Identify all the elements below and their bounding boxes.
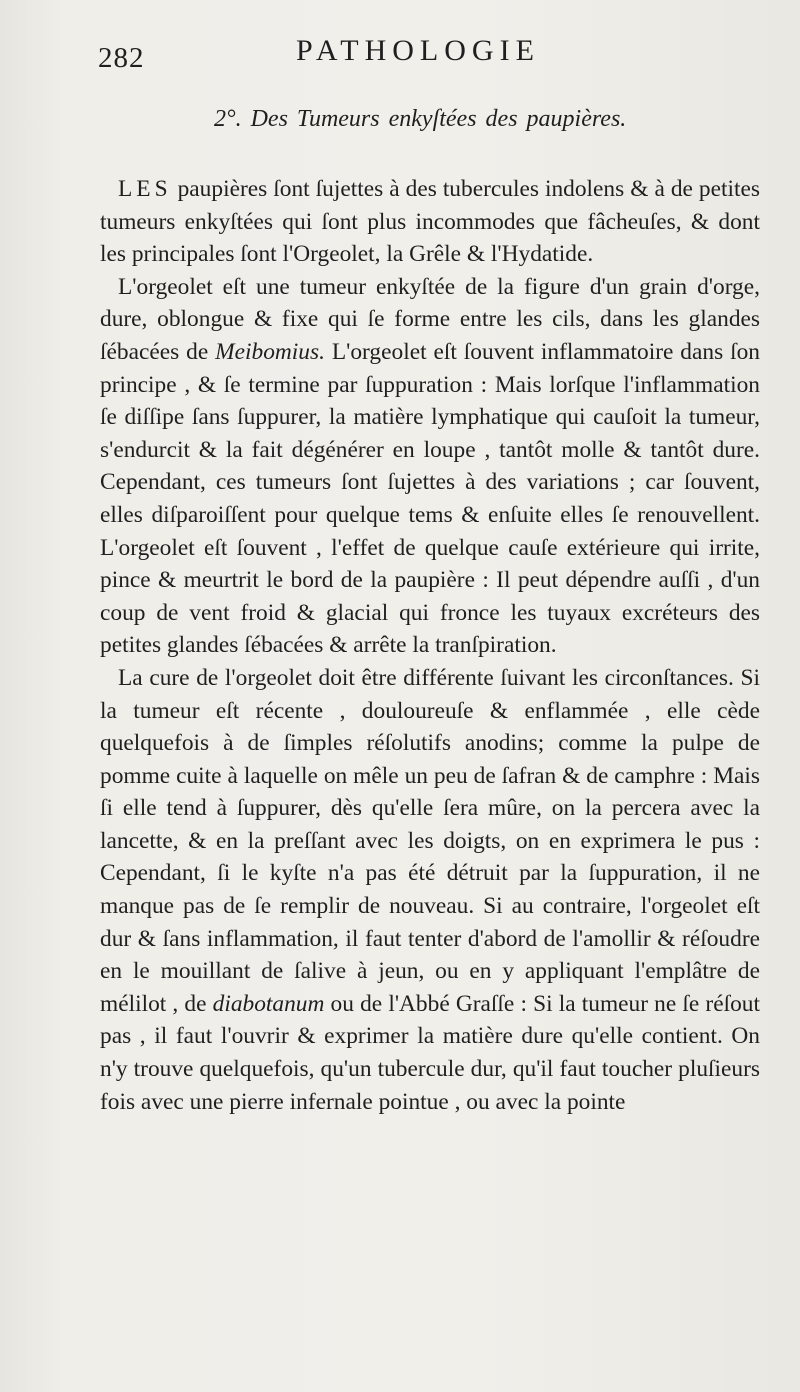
body-text (100, 173, 760, 1118)
page-header (0, 34, 800, 74)
running-title: PATHOLOGIE (296, 34, 540, 67)
paragraph-2-text-a: L'orgeolet eſt une tumeur enkyſtée de la figure d'un grain d'orge, dure, oblongue & fixe qui ſe forme entre les cils, dans les glandes ſébacées de (100, 273, 760, 365)
page-number: 282 (98, 42, 145, 74)
opening-word: LES (118, 176, 172, 202)
paragraph-3-text-a: La cure de l'orgeolet doit être différente ſuivant les circonſtances. Si la tumeur eſt récente , douloureuſe & enflammée , elle cède quelquefois à de ſimples réſolutifs anodins; comme la pulpe de pomme cuite à laquelle on mêle un peu de ſafran & de camphre : Mais ſi elle tend à ſuppurer, dès qu'elle ſera mûre, on la percera avec la lancette, & en la preſſant avec les doigts, on en exprimera le pus : Cependant, ſi le kyſte n'a pas été détruit par la ſuppuration, il ne manque pas de ſe remplir de nouveau. Si au contraire, l'orgeolet eſt dur & ſans inflammation, il faut tenter d'abord de l'amollir & réſoudre en le mouillant de ſalive à jeun, ou en y appliquant l'emplâtre de mélilot , de (100, 664, 760, 1017)
paragraph-3 (100, 662, 760, 1118)
paragraph-3-text-b: ou de l'Abbé Graſſe : Si la tumeur ne ſe réſout pas , il faut l'ouvrir & exprimer la matière dure qu'elle contient. On n'y trouve quelquefois, qu'un tubercule dur, qu'il faut toucher pluſieurs fois avec une pierre infernale pointue , ou avec la pointe (100, 990, 760, 1115)
paragraph-3-italic: diabotanum (212, 990, 325, 1017)
paragraph-2-italic: Meibomius. (215, 338, 325, 365)
paragraph-2 (100, 271, 760, 662)
section-title: 2°. Des Tumeurs enkyſtées des paupières. (214, 106, 627, 132)
paragraph-1 (100, 173, 760, 271)
paragraph-2-text-b: L'orgeolet eſt ſouvent inflammatoire dans ſon principe , & ſe termine par ſuppuration : Mais lorſque l'inflammation ſe diſſipe ſans ſuppurer, la matière lymphatique qui cauſoit la tumeur, s'endurcit & la fait dégénérer en loupe , tantôt molle & tantôt dure. Cependant, ces tumeurs ſont ſujettes à des variations ; car ſouvent, elles diſparoiſſent pour quelque tems & enſuite elles ſe renouvellent. L'orgeolet eſt ſouvent , l'effet de quelque cauſe extérieure qui irrite, pince & meurtrit le bord de la paupière : Il peut dépendre auſſi , d'un coup de vent froid & glacial qui fronce les tuyaux excréteurs des petites glandes ſébacées & arrête la tranſpiration. (100, 338, 760, 659)
paragraph-1-text: paupières ſont ſujettes à des tubercules indolens & à de petites tumeurs enkyſtées qui ſont plus incommodes que fâcheuſes, & dont les principales ſont l'Orgeolet, la Grêle & l'Hydatide. (100, 176, 760, 268)
